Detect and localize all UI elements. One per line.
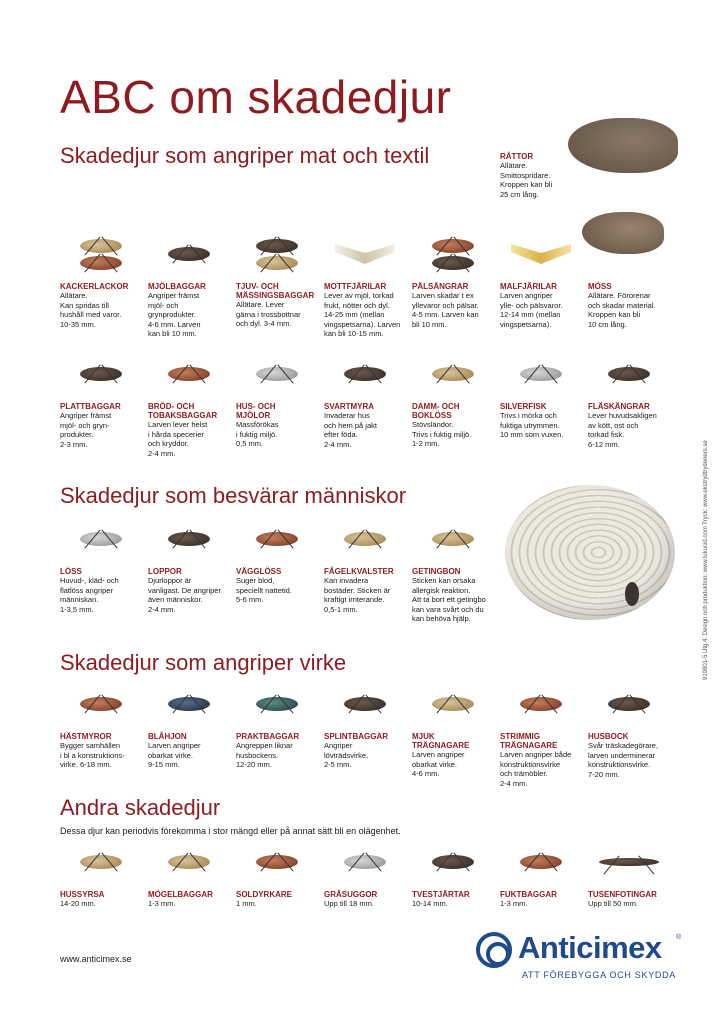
pest-desc: Angriper främst mjöl- och grynprodukter. 4-6 mm. Larven kan bli 10 mm.: [148, 291, 201, 338]
pest-item-furniture-beetle: [500, 680, 582, 788]
pest-desc: Lever huvudsakligen av kött, ost och torkad fisk. 6-12 mm.: [588, 411, 657, 449]
pest-desc: Huvud-, kläd- och flatlöss angriper människan. 1-3,5 mm.: [60, 576, 119, 614]
beetle-illustration: [256, 256, 298, 270]
pest-name: HUSSYRSA: [60, 890, 105, 899]
footer-website-link[interactable]: www.anticimex.se: [60, 954, 132, 964]
moth-illustration: [335, 244, 395, 264]
pest-item-mites: [236, 350, 318, 449]
pest-item-carpenter-ants: [60, 680, 142, 770]
pest-name: HUS- OCH MJÖLOR: [236, 402, 276, 420]
cricket-illustration: [80, 855, 122, 869]
pest-desc: Larven angriper obarkat virke. 9-15 mm.: [148, 741, 201, 769]
pest-item-black-ant: [324, 350, 406, 449]
pest-item-woodlice: [324, 838, 406, 909]
pest-item-powderpost-beetles: [324, 680, 406, 770]
pest-name: RÅTTOR: [500, 152, 534, 161]
pest-item-jewel-beetles: [236, 680, 318, 770]
pest-name: MJUK TRÄGNAGARE: [412, 732, 470, 750]
louse-illustration: [80, 532, 122, 546]
section-intro-other: Dessa djur kan periodvis förekomma i stor mängd eller på annat sätt bli en olägenhet.: [60, 826, 401, 836]
pest-name: FLÄSKÄNGRAR: [588, 402, 650, 411]
pest-desc: Svår träskadegörare, larven underminerar konstruktionsvirke. 7-20 mm.: [588, 741, 659, 779]
beetle-illustration: [256, 697, 298, 711]
pest-name: GETINGBON: [412, 567, 461, 576]
pest-desc: Massförökas i fuktig miljö. 0,5 mm.: [236, 420, 279, 448]
pest-desc: Upp till 18 mm.: [324, 899, 375, 908]
earwig-illustration: [432, 855, 474, 869]
pest-name: LÖSS: [60, 567, 82, 576]
pest-desc: 10-14 mm.: [412, 899, 448, 908]
pest-name: PLATTBAGGAR: [60, 402, 121, 411]
beetle-illustration: [168, 247, 210, 261]
pest-name: KACKERLACKOR: [60, 282, 129, 291]
pest-name: FUKTBAGGAR: [500, 890, 557, 899]
pest-desc: Angriper lövträdsvirke. 2-5 mm.: [324, 741, 369, 769]
millipede-illustration: [599, 858, 659, 866]
pest-name: HÄSTMYROR: [60, 732, 112, 741]
cockroach-illustration: [80, 256, 122, 270]
logo-registered-mark: ®: [676, 934, 682, 941]
beetle-illustration: [168, 855, 210, 869]
pest-name: TVESTJÄRTAR: [412, 890, 470, 899]
silverfish-illustration: [520, 367, 562, 381]
pest-item-clothes-moths: [500, 230, 582, 329]
pest-name: MJÖLBAGGAR: [148, 282, 206, 291]
wasp-illustration: [432, 532, 474, 546]
pest-item-house-longhorn: [588, 680, 670, 779]
bedbug-illustration: [256, 532, 298, 546]
pest-item-clover-mites: [236, 838, 318, 909]
pest-desc: Larven angriper ylle- och pälsvaror. 12-14 mm (mellan vingspetsarna).: [500, 291, 563, 329]
pest-item-blue-longhorn: [148, 680, 230, 770]
logo-name: Anticimex: [518, 930, 662, 965]
pest-name: HUSBOCK: [588, 732, 629, 741]
section-title-wood: Skadedjur som angriper virke: [60, 650, 347, 675]
beetle-illustration: [432, 239, 474, 253]
pest-item-cockroaches: [60, 230, 142, 329]
pest-desc: Larven angriper både konstruktionsvirke och trämöbler. 2-4 mm.: [500, 750, 572, 788]
pest-name: MÖGELBAGGAR: [148, 890, 213, 899]
beetle-illustration: [80, 367, 122, 381]
pest-name: MOTTFJÄRILAR: [324, 282, 387, 291]
beetle-illustration: [432, 697, 474, 711]
beetle-illustration: [608, 367, 650, 381]
page-title: ABC om skadedjur: [60, 71, 452, 123]
pest-desc: Allätare. Smittospridare. Kroppen kan bli 25 cm lång.: [500, 161, 553, 199]
pest-item-bread-beetles: [148, 350, 230, 458]
pest-desc: Lever av mjöl, torkad frukt, nötter och dyl. 14-25 mm (mellan vingspetsarna). Larven kan bli 10-15 mm.: [324, 291, 401, 338]
pest-item-rats: [500, 108, 582, 199]
pest-name: DAMM- OCH BOKLÖSS: [412, 402, 460, 420]
pest-item-booklice: [412, 350, 494, 449]
pest-item-flat-grain-beetles: [60, 350, 142, 449]
section-title-other: Andra skadedjur: [60, 795, 221, 820]
mite-illustration: [256, 855, 298, 869]
pest-desc: Angreppen liknar husbockens. 12-20 mm.: [236, 741, 293, 769]
pest-item-carpet-beetles: [412, 230, 494, 329]
mite-illustration: [344, 532, 386, 546]
pest-item-flour-beetles: [148, 230, 230, 339]
booklouse-illustration: [432, 367, 474, 381]
pest-name: TJUV- OCH MÄSSINGSBAGGAR: [236, 282, 315, 300]
pest-item-spider-beetles: [236, 230, 318, 329]
pest-desc: 1 mm.: [236, 899, 257, 908]
beetle-illustration: [520, 697, 562, 711]
pest-item-meal-moths: [324, 230, 406, 339]
pest-desc: Upp till 50 mm.: [588, 899, 639, 908]
section-title-people: Skadedjur som besvärar människor: [60, 483, 407, 508]
pest-desc: Angriper främst mjöl- och gryn- produkter. 2-3 mm.: [60, 411, 112, 449]
pest-item-house-cricket: [60, 838, 142, 909]
pest-name: FÅGELKVALSTER: [324, 567, 394, 576]
pest-desc: Bygger samhällen i bl a konstruktions- virke. 6-18 mm.: [60, 741, 125, 769]
pest-item-bedbugs: [236, 515, 318, 605]
pest-name: MÖSS: [588, 282, 612, 291]
pest-desc: Allätare. Lever gärna i trossbottnar och dyl. 3-4 mm.: [236, 300, 301, 328]
pest-name: PÄLSÄNGRAR: [412, 282, 469, 291]
pest-name: LOPPOR: [148, 567, 182, 576]
pest-name: SVARTMYRA: [324, 402, 375, 411]
pest-item-earwigs: [412, 838, 494, 909]
beetle-illustration: [608, 697, 650, 711]
pest-desc: Invaderar hus och hem på jakt efter föda. 2-4 mm.: [324, 411, 377, 449]
ant-illustration: [80, 697, 122, 711]
pest-name: PRAKTBAGGAR: [236, 732, 300, 741]
pest-name: SILVERFISK: [500, 402, 547, 411]
beetle-illustration: [432, 256, 474, 270]
pest-desc: Trivs i mörka och fuktiga utrymmen. 10 mm som vuxen.: [500, 411, 564, 439]
anticimex-logo: [476, 930, 686, 990]
pest-item-millipedes: [588, 838, 670, 909]
pest-name: SOLDYRKARE: [236, 890, 293, 899]
pest-name: SPLINTBAGGAR: [324, 732, 388, 741]
pest-desc: Larven lever helst i hårda specerier och kryddor. 2-4 mm.: [148, 420, 208, 458]
pest-name: BLÅHJON: [148, 732, 187, 741]
pest-desc: 14-20 mm.: [60, 899, 96, 908]
wasp-nest-entrance: [625, 582, 639, 606]
pest-name: BRÖD- OCH TOBAKSBAGGAR: [148, 402, 218, 420]
pest-item-wasp-nests: [412, 515, 494, 624]
pest-item-bird-mites: [324, 515, 406, 614]
pest-name: MALFJÄRILAR: [500, 282, 557, 291]
pest-desc: Stövsländor. Trivs i fuktig miljö. 1-2 mm.: [412, 420, 472, 448]
pest-item-lice: [60, 515, 142, 614]
pest-desc: 1-3 mm.: [148, 899, 176, 908]
beetle-illustration: [168, 697, 210, 711]
pest-desc: Larven skadar t ex yllevaror och pälsar. 4-5 mm. Larven kan bli 10 mm.: [412, 291, 479, 329]
pest-item-mice: [588, 230, 670, 329]
moth-illustration: [511, 244, 571, 264]
anticimex-logo-icon: [476, 932, 512, 968]
pest-desc: Djurloppor är vanligast. De angriper även människor. 2-4 mm.: [148, 576, 221, 614]
pest-item-damp-beetles: [500, 838, 582, 909]
logo-tagline: ATT FÖREBYGGA OCH SKYDDA: [522, 970, 676, 980]
pest-name: TUSENFOTINGAR: [588, 890, 657, 899]
pest-desc: Sticken kan orsaka allergisk reaktion. Att ta bort ett getingbo kan vara svårt och du kan behöva hjälp.: [412, 576, 486, 623]
pest-desc: Allätare. Förorenar och skadar material. Kroppen kan bli 10 cm lång.: [588, 291, 656, 329]
print-credits: 919801-5 Utg.4. Design och produktion: www.lukucid.com Tryck: www.ekstrydtrydeners.se: [703, 440, 709, 680]
mite-illustration: [256, 367, 298, 381]
beetle-illustration: [256, 239, 298, 253]
flea-illustration: [168, 532, 210, 546]
pest-name: GRÅSUGGOR: [324, 890, 378, 899]
section-title-food: Skadedjur som angriper mat och textil: [60, 143, 430, 168]
pest-desc: Larven angriper obarkat virke. 4-6 mm.: [412, 750, 465, 778]
pest-item-larder-beetles: [588, 350, 670, 449]
pest-name: STRIMMIG TRÄGNAGARE: [500, 732, 558, 750]
beetle-illustration: [344, 697, 386, 711]
rat-illustration: [568, 118, 678, 173]
pest-desc: Allätare. Kan spridas till hushåll med varor. 10-35 mm.: [60, 291, 122, 329]
cockroach-illustration: [80, 239, 122, 253]
pest-item-mould-beetles: [148, 838, 230, 909]
pest-desc: Suger blod, speciellt nattetid. 5-6 mm.: [236, 576, 292, 604]
beetle-illustration: [520, 855, 562, 869]
pest-name: VÄGGLÖSS: [236, 567, 282, 576]
pest-item-soft-wood-borer: [412, 680, 494, 779]
pest-item-silverfish: [500, 350, 582, 440]
wasp-nest-illustration: [505, 485, 675, 620]
pest-desc: 1-3 mm.: [500, 899, 528, 908]
beetle-illustration: [168, 367, 210, 381]
pest-item-fleas: [148, 515, 230, 614]
pest-desc: Kan invadera bostäder. Sticken är kraftigt irriterande. 0,5-1 mm.: [324, 576, 391, 614]
ant-illustration: [344, 367, 386, 381]
woodlouse-illustration: [344, 855, 386, 869]
